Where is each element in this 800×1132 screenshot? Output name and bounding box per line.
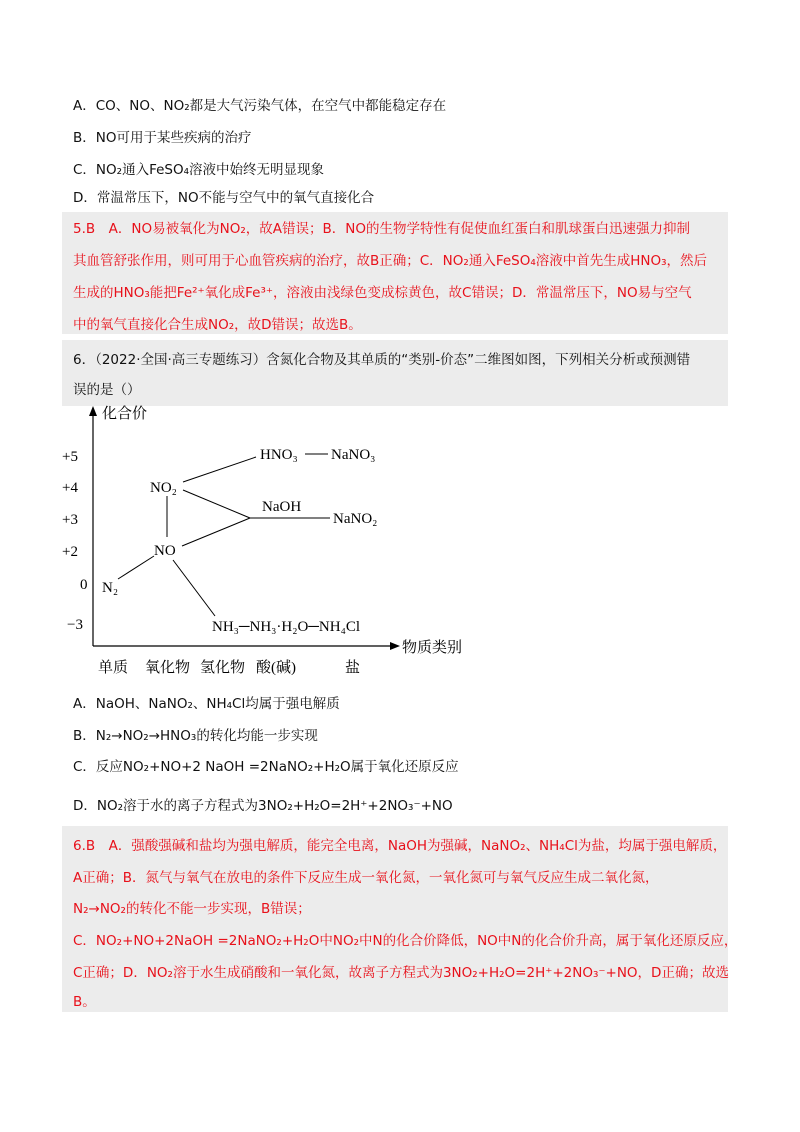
- y-tick-minus3: −3: [67, 617, 83, 633]
- q5-answer-line-2: 其血管舒张作用，则可用于心血管疾病的治疗，故B正确；C．NO₂通入FeSO₄溶液中首先生成HNO₃，然后: [73, 253, 708, 269]
- y-tick-plus5: +5: [62, 449, 78, 465]
- q6-option-c: C．反应NO₂+NO+2 NaOH =2NaNO₂+H₂O属于氧化还原反应: [73, 759, 459, 775]
- x-axis-label: 物质类别: [402, 640, 463, 656]
- q5-answer-line-1: 5.B A．NO易被氧化为NO₂，故A错误；B．NO的生物学特性有促使血红蛋白和肌球蛋白迅速强力抑制: [73, 221, 690, 237]
- x-category-salt: 盐: [345, 660, 361, 676]
- species-naoh: NaOH: [262, 499, 302, 515]
- link-no2-hno3: [183, 457, 256, 482]
- q6-stem-line-1: 6．（2022·全国·高三专题练习）含氮化合物及其单质的“类别-价态”二维图如图，下列相关分析或预测错: [73, 352, 691, 368]
- q6-option-b: B．N₂→NO₂→HNO₃的转化均能一步实现: [73, 728, 318, 744]
- y-tick-plus4: +4: [62, 480, 78, 496]
- q5-option-d: D．常温常压下，NO不能与空气中的氧气直接化合: [73, 190, 375, 206]
- species-nano3: NaNO₃: [331, 447, 376, 463]
- q6-answer-line-6: B。: [73, 994, 96, 1010]
- q5-option-a: A．CO、NO、NO₂都是大气污染气体，在空气中都能稳定存在: [73, 98, 447, 114]
- species-nh3-chain: NH₃─NH₃·H₂O─NH₄Cl: [212, 619, 361, 635]
- q6-answer-line-3: N₂→NO₂的转化不能一步实现，B错误；: [73, 901, 311, 917]
- y-tick-0: 0: [80, 577, 88, 593]
- x-category-hydride: 氢化物: [200, 660, 246, 676]
- species-hno3: HNO₃: [260, 447, 298, 463]
- valence-category-diagram: [0, 396, 800, 686]
- y-tick-plus2: +2: [62, 544, 78, 560]
- y-axis-label: 化合价: [102, 406, 148, 422]
- x-category-acid-base: 酸(碱): [256, 660, 296, 676]
- q6-answer-line-1: 6.B A．强酸强碱和盐均为强电解质，能完全电离，NaOH为强碱，NaNO₂、NH₄Cl为盐，均属于强电解质，: [73, 838, 727, 854]
- species-n2: N₂: [102, 580, 119, 596]
- species-nano2: NaNO₂: [333, 511, 378, 527]
- q6-option-a: A．NaOH、NaNO₂、NH₄Cl均属于强电解质: [73, 696, 340, 712]
- q5-answer-line-3: 生成的HNO₃能把Fe²⁺氧化成Fe³⁺，溶液由浅绿色变成棕黄色，故C错误；D．常温常压下，NO易与空气: [73, 285, 692, 301]
- y-tick-plus3: +3: [62, 512, 78, 528]
- q6-answer-line-2: A正确；B．氮气与氧气在放电的条件下反应生成一氧化氮，一氧化氮可与氧气反应生成二氧化氮，: [73, 870, 659, 886]
- species-no: NO: [154, 543, 176, 559]
- q6-answer-line-4: C．NO₂+NO+2NaOH =2NaNO₂+H₂O中NO₂中N的化合价降低，NO中N的化合价升高，属于氧化还原反应，: [73, 933, 738, 949]
- q5-option-c: C．NO₂通入FeSO₄溶液中始终无明显现象: [73, 162, 325, 178]
- q6-stem-line-2: 误的是（）: [73, 382, 141, 398]
- x-category-element: 单质: [98, 660, 129, 676]
- q5-option-b: B．NO可用于某些疾病的治疗: [73, 130, 252, 146]
- q6-answer-line-5: C正确；D．NO₂溶于水生成硝酸和一氧化氮，故离子方程式为3NO₂+H₂O=2H⁺+2NO₃⁻+NO，D正确；故选: [73, 965, 729, 981]
- link-no-nh3: [173, 560, 215, 616]
- q6-option-d: D．NO₂溶于水的离子方程式为3NO₂+H₂O=2H⁺+2NO₃⁻+NO: [73, 798, 453, 814]
- x-axis-arrow: [390, 642, 400, 650]
- link-no-n2: [118, 556, 154, 579]
- species-no2: NO₂: [150, 480, 177, 496]
- y-axis-arrow: [89, 406, 97, 416]
- q5-answer-line-4: 中的氧气直接化合生成NO₂，故D错误；故选B。: [73, 317, 362, 333]
- link-no-naoh: [182, 518, 250, 546]
- link-no2-naoh: [183, 490, 250, 518]
- x-category-oxide: 氧化物: [145, 660, 191, 676]
